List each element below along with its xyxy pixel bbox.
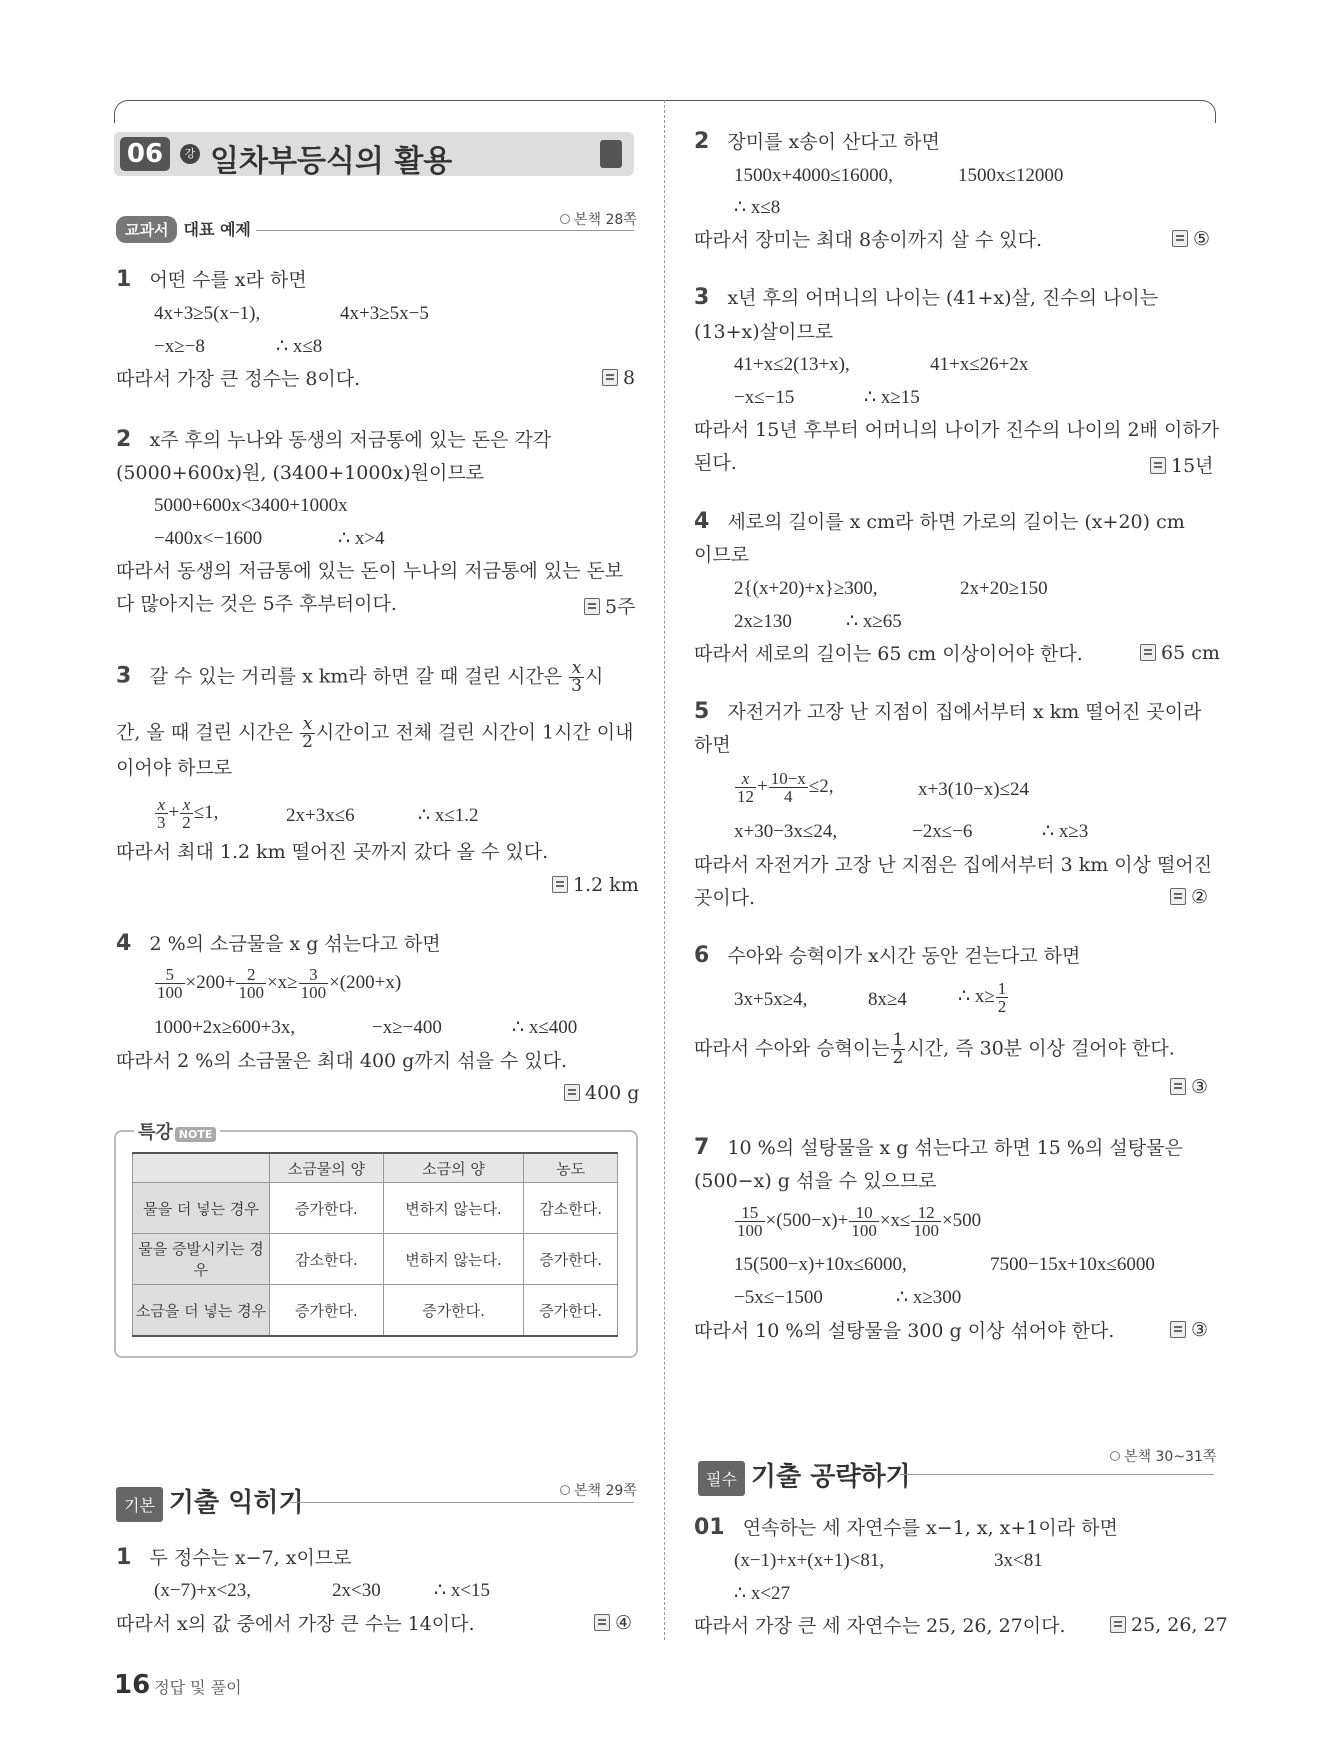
section-label: 대표 예제 [183,220,251,239]
text-line: (500−x) g 섞을 수 있으므로 [694,1170,937,1192]
conclusion: 따라서 세로의 길이는 65 cm 이상이어야 한다. [694,643,1083,665]
math-line: (x−1)+x+(x+1)<81, [734,1550,885,1571]
answer: 400 g [564,1082,639,1104]
book-clock-icon [600,140,622,168]
text-line: 간, 올 때 걸린 시간은 $\frac{x}{2}$ 시간이고 전체 걸린 시간이 1시간 이내 [116,714,634,752]
row-label: 물을 더 넣는 경우 [133,1183,270,1234]
table-header: 소금의 양 [383,1153,523,1183]
math-line: $\frac{x}{3}$ + $\frac{x}{2}$ ≤1, [157,795,219,832]
table-cell: 증가한다. [524,1285,618,1337]
problem-2: 2 x주 후의 누나와 동생의 저금통에 있는 돈은 각각 [116,427,552,452]
math-line: −5x≤−1500 [734,1287,823,1308]
table-header: 소금물의 양 [270,1153,384,1183]
note-tag: 특강 NOTE [134,1118,220,1144]
text-line: 이므로 [694,544,750,566]
answer-icon [584,598,600,615]
math-line: 41+x≤2(13+x), [734,354,850,375]
top-frame [114,100,1216,123]
table-row [133,1234,618,1285]
table-row [133,1285,618,1337]
conclusion: 따라서 가장 큰 정수는 8이다. [116,368,361,390]
math-line: −x≤−15 [734,387,795,408]
section-rule [290,1502,634,1503]
math-line: −x≥−8 [154,336,205,357]
answer: 65 cm [1140,642,1220,664]
math-line: 3x+5x≥4, [734,989,808,1010]
math-line: 8x≥4 [868,989,907,1010]
lesson-mark: 강 [180,144,200,164]
text-line: (5000+600x)원, (3400+1000x)원이므로 [116,462,485,484]
math-line: −x≥−400 [372,1017,442,1038]
problem-3: 3 갈 수 있는 거리를 x km라 하면 갈 때 걸린 시간은 $\frac{x}{3}$ 시 [116,658,604,696]
answer: ③ [1170,1076,1208,1098]
math-line: ∴ x≤8 [734,197,781,218]
lesson-title: 일차부등식의 활용 [210,144,453,179]
table-cell: 증가한다. [383,1285,523,1337]
column-divider [664,100,665,1640]
page-reference: 본책 29쪽 [560,1480,637,1500]
math-line: 2x<30 [332,1580,381,1601]
math-line: −2x≤−6 [912,821,973,842]
math-line: x+30−3x≤24, [734,821,838,842]
section-textbook-header [116,216,251,246]
table-cell: 증가한다. [270,1285,384,1337]
math-line: (x−7)+x<23, [154,1580,252,1601]
section-tag: 교과서 [116,216,177,243]
answer: 1.2 km [552,874,639,896]
row-label: 소금을 더 넣는 경우 [133,1285,270,1337]
lesson-number: 06 [120,137,170,171]
page-reference: 본책 30~31쪽 [1110,1446,1216,1466]
problem-r2: 2 장미를 x송이 산다고 하면 [694,129,940,154]
math-line: ∴ x≥65 [846,611,902,632]
conclusion: 따라서 2 %의 소금물은 최대 400 g까지 섞을 수 있다. [116,1050,567,1072]
table-cell: 변하지 않는다. [383,1183,523,1234]
answer-icon [1172,230,1188,247]
section-rule [900,1474,1214,1475]
math-line: $\frac{5}{100}$ ×200+ $\frac{2}{100}$ ×x≥ $\frac{3}{100}$ ×(200+x) [157,965,402,1002]
math-line: 2{(x+20)+x}≥300, [734,578,878,599]
math-line: 5000+600x<3400+1000x [154,495,348,516]
math-line: ∴ x≥15 [864,387,920,408]
math-line: 1500x+4000≤16000, [734,165,893,186]
problem-r6: 6 수아와 승혁이가 x시간 동안 걷는다고 하면 [694,943,1081,968]
conclusion: 따라서 최대 1.2 km 떨어진 곳까지 갔다 올 수 있다. [116,841,549,863]
conclusion: 따라서 x의 값 중에서 가장 큰 수는 14이다. [116,1613,475,1635]
table-cell: 감소한다. [524,1183,618,1234]
page-reference: 본책 28쪽 [560,209,637,229]
math-line: x+3(10−x)≤24 [918,779,1030,800]
answer: ③ [1170,1319,1208,1341]
answer: 25, 26, 27 [1110,1614,1228,1636]
problem-1: 1 어떤 수를 x라 하면 [116,267,307,292]
math-line: 2x+20≥150 [960,578,1048,599]
table-header: 농도 [524,1153,618,1183]
footer-text: 정답 및 풀이 [154,1678,242,1697]
section-required-header [698,1456,911,1492]
conclusion: 따라서 장미는 최대 8송이까지 살 수 있다. [694,229,1043,251]
math-line: 1000+2x≥600+3x, [154,1017,296,1038]
row-label: 물을 증발시키는 경우 [133,1234,270,1285]
answer: 15년 [1150,451,1214,478]
math-line: ∴ x≤8 [276,336,323,357]
answer: ④ [594,1612,632,1634]
math-line: 3x<81 [994,1550,1043,1571]
page-footer [114,1670,242,1700]
table-cell: 증가한다. [524,1234,618,1285]
math-line: 4x+3≥5x−5 [340,303,429,324]
page-number: 16 [114,1670,151,1700]
problem-r3: 3 x년 후의 어머니의 나이는 (41+x)살, 진수의 나이는 [694,285,1159,310]
section-tag: 필수 [698,1461,745,1496]
math-line: ∴ x≥3 [1042,821,1089,842]
answer: 5주 [584,592,635,619]
math-line: 41+x≤26+2x [930,354,1029,375]
conclusion: 따라서 10 %의 설탕물을 300 g 이상 섞어야 한다. [694,1320,1115,1342]
math-line: −400x<−1600 [154,528,263,549]
answer-icon [564,1084,580,1101]
math-line: ∴ x≥300 [896,1287,962,1308]
table-row [133,1183,618,1234]
text-line: 하면 [694,734,731,756]
answer-icon [1170,888,1186,905]
conclusion: 따라서 수아와 승혁이는 $\frac{1}{2}$ 시간, 즉 30분 이상 걸어야 한다. [694,1030,1175,1068]
problem-4: 4 2 %의 소금물을 x g 섞는다고 하면 [116,931,441,956]
problem-b1: 1 두 정수는 x−7, x이므로 [116,1545,352,1570]
table-cell: 변하지 않는다. [383,1234,523,1285]
section-label: 기출 익히기 [168,1488,304,1518]
answer-icon [602,369,618,386]
math-line: 7500−15x+10x≤6000 [990,1254,1155,1275]
answer-icon [552,876,568,893]
problem-r7: 7 10 %의 설탕물을 x g 섞는다고 하면 15 %의 설탕물은 [694,1135,1183,1160]
text-line: 따라서 동생의 저금통에 있는 돈이 누나의 저금통에 있는 돈보 [116,560,624,582]
problem-r4: 4 세로의 길이를 x cm라 하면 가로의 길이는 (x+20) cm [694,509,1185,534]
answer-icon [1110,1616,1126,1633]
math-line: ∴ x<27 [734,1583,791,1604]
section-rule [256,230,634,231]
section-basic-header [116,1482,304,1518]
math-line: ∴ x<15 [434,1580,491,1601]
answer-icon [594,1614,610,1631]
text-line: 따라서 자전거가 고장 난 지점은 집에서부터 3 km 이상 떨어진 [694,854,1213,876]
math-line: 2x+3x≤6 [286,805,355,826]
answer: 8 [602,367,635,389]
math-line: 4x+3≥5(x−1), [154,303,261,324]
answer: ⑤ [1172,228,1210,250]
text-line: 따라서 15년 후부터 어머니의 나이가 진수의 나이의 2배 이하가 [694,419,1220,441]
lesson-title-bar [114,132,634,179]
math-line: ∴ x≤1.2 [418,805,479,826]
math-line: 2x≥130 [734,611,792,632]
table-cell: 감소한다. [270,1234,384,1285]
math-line: ∴ x≤400 [512,1017,578,1038]
conclusion: 곳이다. [694,887,756,909]
math-line: ∴ x>4 [338,528,385,549]
math-line: $\frac{x}{12}$ + $\frac{10-x}{4}$ ≤2, [737,769,834,806]
table-header [133,1153,270,1183]
answer: ② [1170,886,1208,908]
table-cell: 증가한다. [270,1183,384,1234]
conclusion: 따라서 가장 큰 세 자연수는 25, 26, 27이다. [694,1615,1066,1637]
conclusion: 다 많아지는 것은 5주 후부터이다. [116,593,397,615]
note-table [132,1152,618,1337]
math-line: 1500x≤12000 [958,165,1064,186]
problem-r5: 5 자전거가 고장 난 지점이 집에서부터 x km 떨어진 곳이라 [694,699,1202,724]
conclusion: 된다. [694,452,737,474]
math-line: $\frac{15}{100}$ ×(500−x)+ $\frac{10}{100}$ ×x≤ $\frac{12}{100}$ ×500 [737,1203,982,1240]
section-label: 기출 공략하기 [750,1462,911,1492]
text-line: (13+x)살이므로 [694,321,834,343]
answer-icon [1170,1321,1186,1338]
math-line: ∴ x≥ $\frac{1}{2}$ [958,979,1007,1016]
answer-icon [1150,457,1166,474]
answer-icon [1170,1078,1186,1095]
answer-icon [1140,644,1156,661]
section-tag: 기본 [116,1487,163,1522]
problem-r01: 01 연속하는 세 자연수를 x−1, x, x+1이라 하면 [694,1515,1118,1540]
text-line: 이어야 하므로 [116,757,233,779]
math-line: 15(500−x)+10x≤6000, [734,1254,907,1275]
